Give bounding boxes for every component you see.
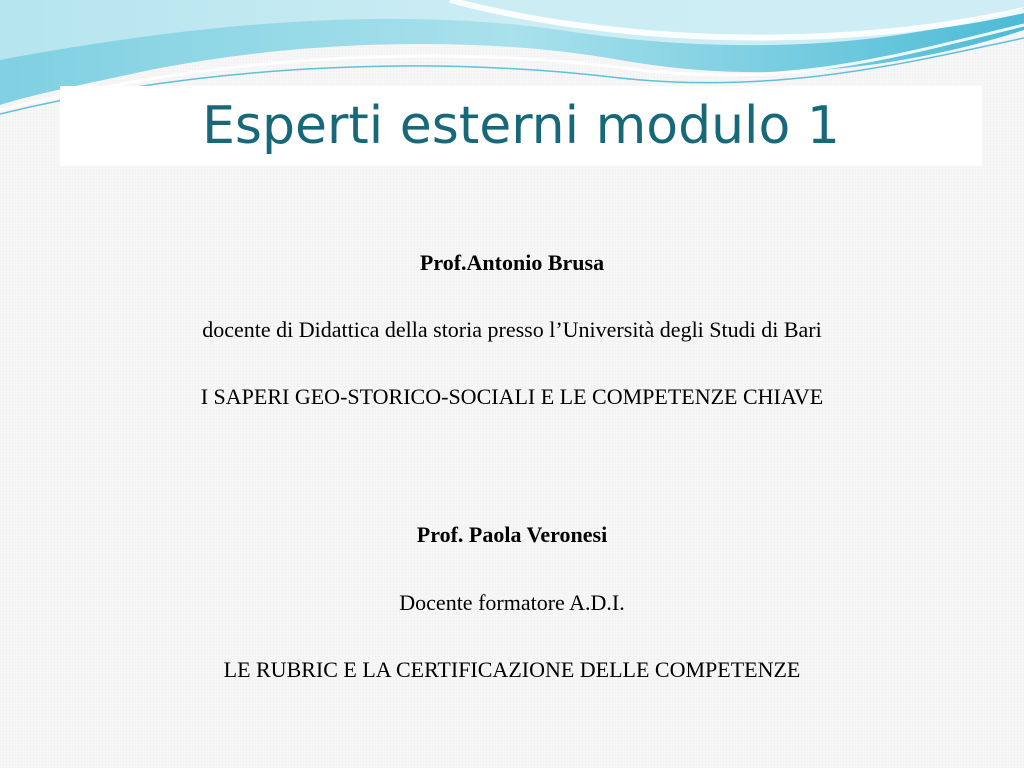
expert-1-topic: I SAPERI GEO-STORICO-SOCIALI E LE COMPETENZE CHIAVE	[200, 384, 824, 409]
expert-2-topic: LE RUBRIC E LA CERTIFICAZIONE DELLE COMPETENZE	[223, 657, 801, 682]
title-box	[60, 86, 982, 166]
slide-title: Esperti esterni modulo 1	[202, 96, 840, 156]
expert-1-role: docente di Didattica della storia presso l’Università degli Studi di Bari	[202, 317, 822, 342]
expert-2-role: Docente formatore A.D.I.	[399, 590, 625, 615]
expert-2-name: Prof. Paola Veronesi	[416, 522, 608, 547]
expert-1-name: Prof.Antonio Brusa	[419, 250, 605, 275]
